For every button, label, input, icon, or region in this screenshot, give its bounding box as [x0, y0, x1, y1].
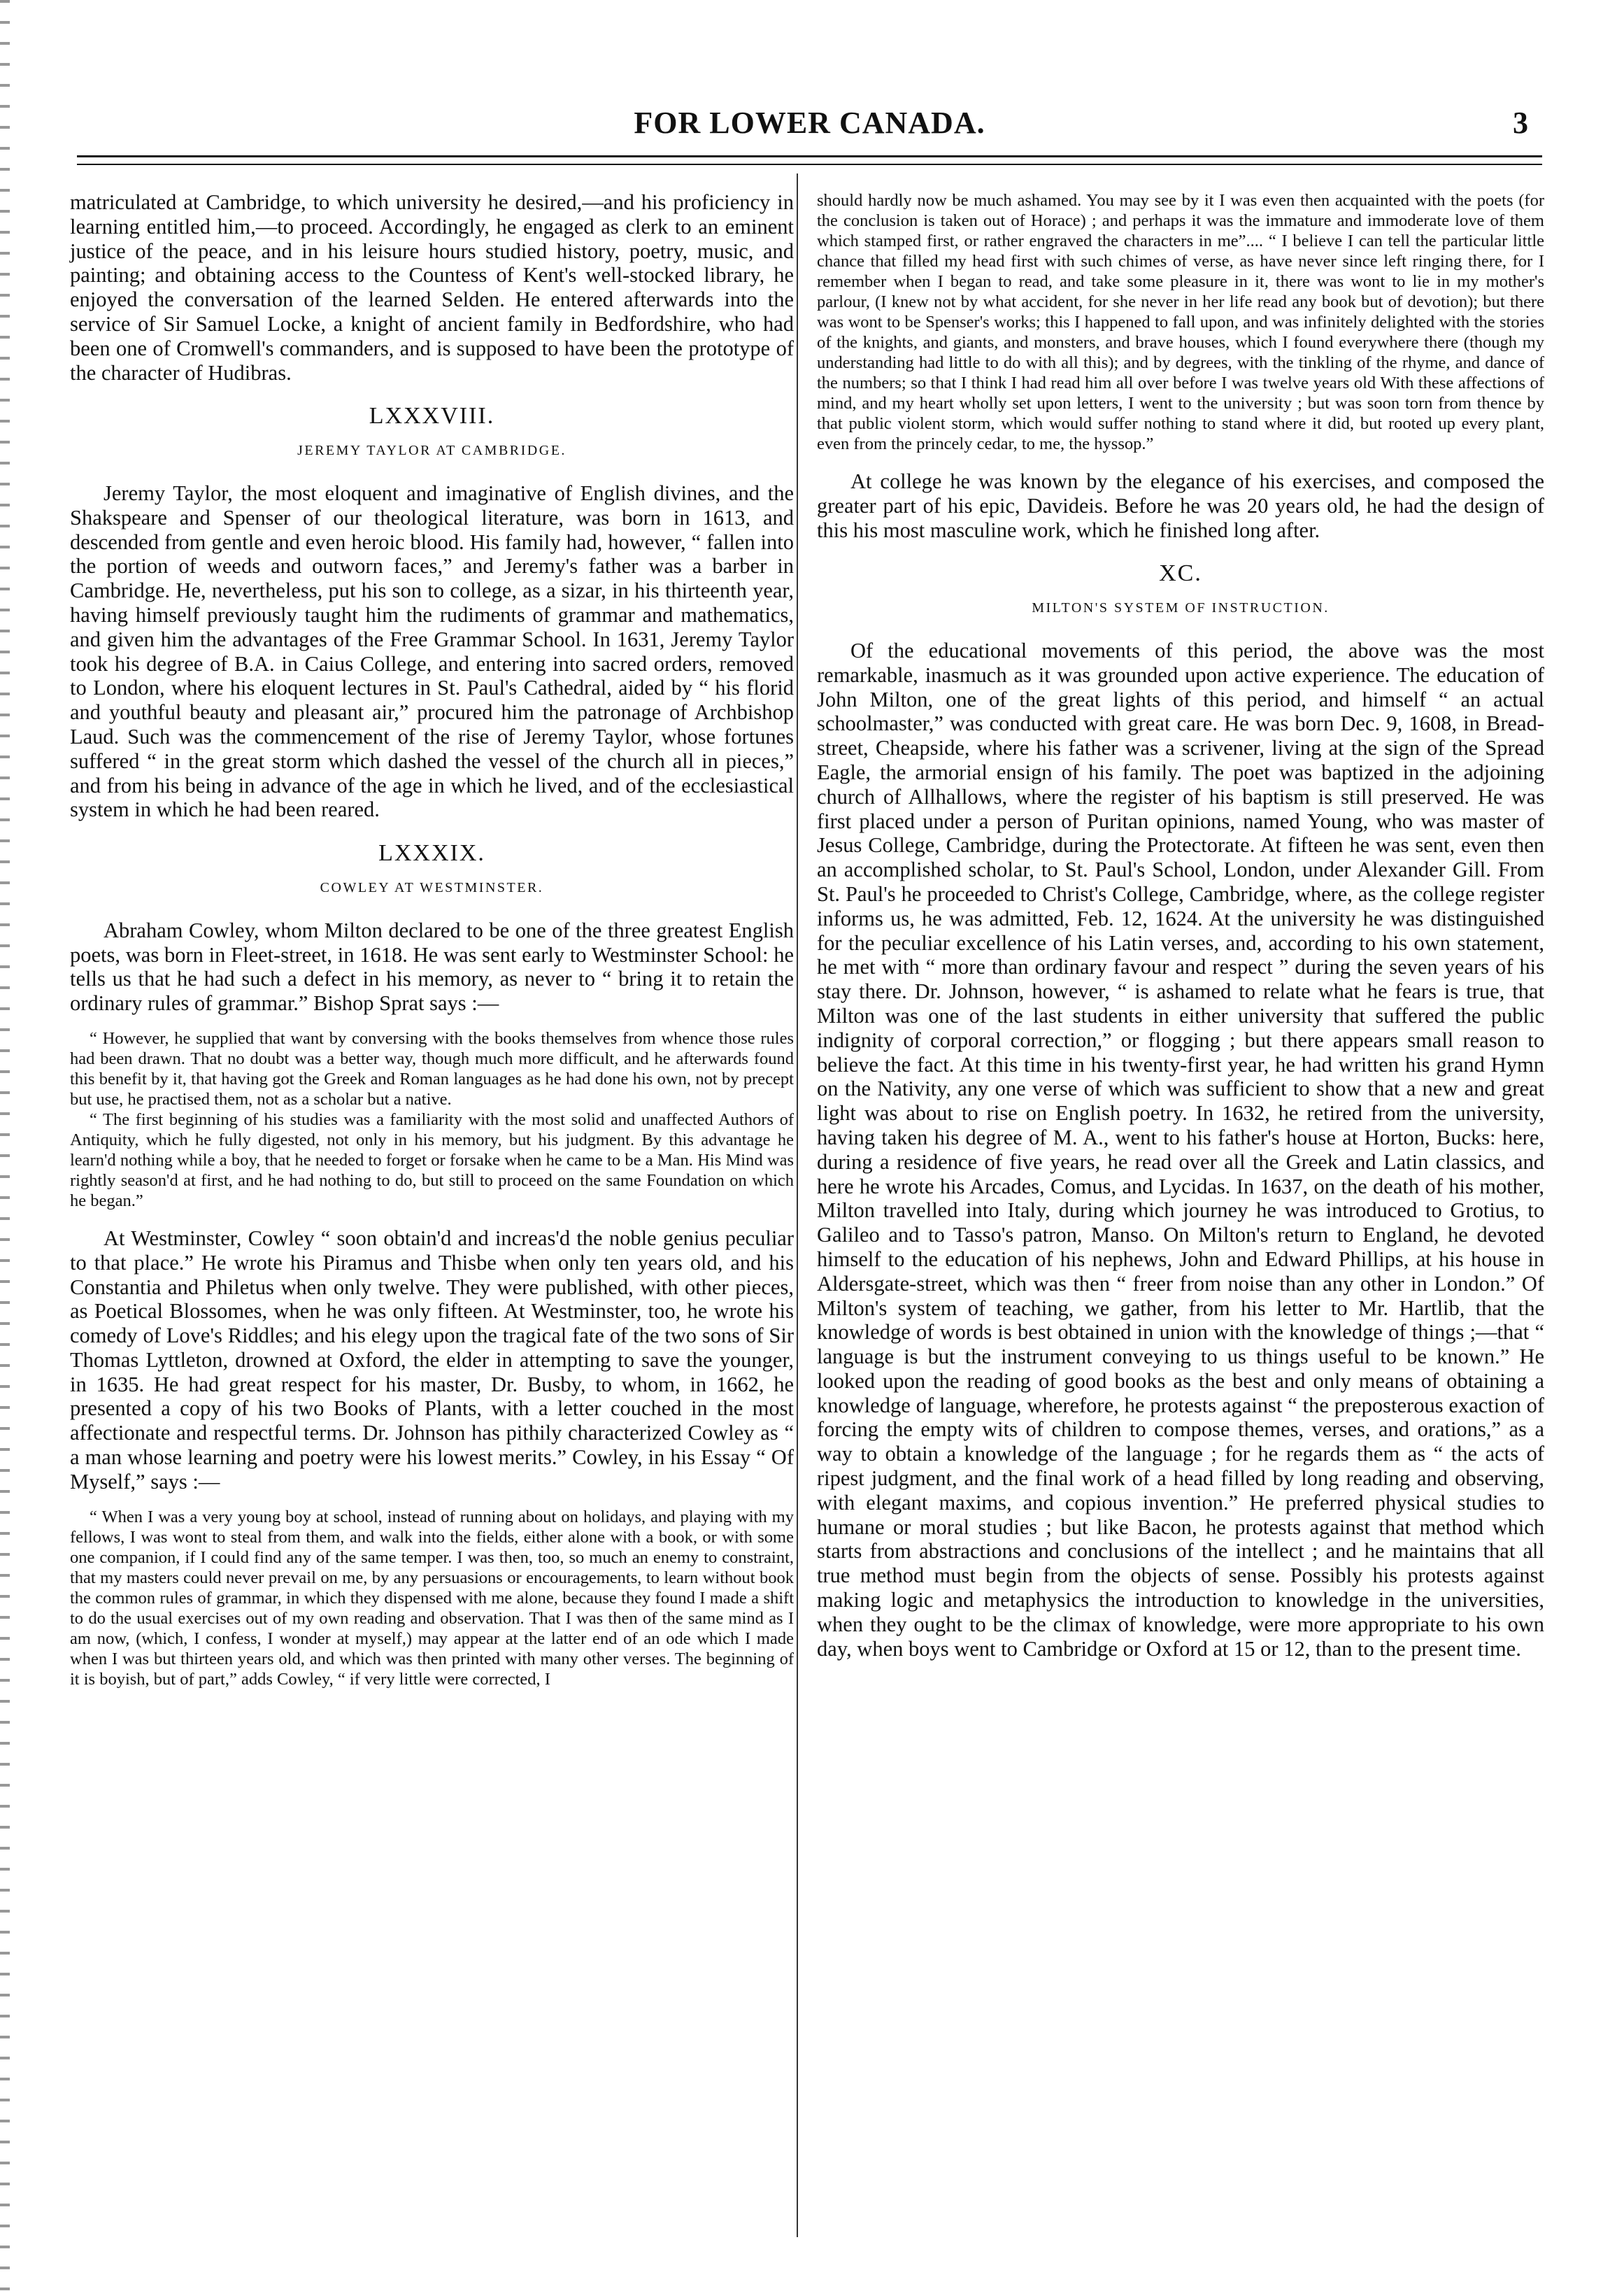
- page-header: [77, 105, 1542, 147]
- section-number: XC.: [1159, 560, 1202, 587]
- binding-edge: [0, 0, 10, 2291]
- quote-paragraph: “ However, he supplied that want by conversing with the books themselves from whence those rules had been drawn. That no doubt was a better way, though much more difficult, and he afterwards found this benefit by it, that having got the Greek and Roman languages as he had done his own, not by precept but use, he practised them, not as a scholar but a native.: [70, 1028, 794, 1109]
- paragraph: At college he was known by the elegance of his exercises, and composed the greater part of his epic, Davideis. Before he was 20 years old, he had the design of this his most masculine work, which he finished long after.: [817, 469, 1544, 542]
- paragraph: Of the educational movements of this period, the above was the most remarkable, inasmuch as it was grounded upon active experience. The education of John Milton, one of the great lights of this period, and himself “ an actual schoolmaster,” was conducted with great care. He was born Dec. 9, 1608, in Bread-street, Cheapside, where his father was a scrivener, living at the sign of the Spread Eagle, the armorial ensign of his family. The poet was baptized in the adjoining church of Allhallows, where the register of his baptism is still preserved. He was first placed under a person of Puritan opinions, named Young, who was master of Jesus College, Cambridge, during the Protectorate. At fifteen he was sent, even then an accomplished scholar, to St. Paul's School, London, under Alexander Gill. From St. Paul's he proceeded to Christ's College, Cambridge, where, as the college register informs us, he was admitted, Feb. 12, 1624. At the university he was distinguished for the peculiar excellence of his Latin verses, and, according to his own statement, he met with “ more than ordinary favour and respect ” during the seven years of his stay there. Dr. Johnson, however, “ is ashamed to relate what he fears is true, that Milton was one of the last students in either university that suffered the public indignity of corporal correction,” or flogging ; but there appears small reason to believe the fact. At this time in his twenty-first year, he had written his grand Hymn on the Nativity, any one verse of which was sufficient to show that a new and great light was about to rise on English poetry. In 1632, he retired from the university, having taken his degree of M. A., went to his father's house at Horton, Bucks: here, during a residence of five years, he read over all the Greek and Latin classics, and here he wrote his Arcades, Comus, and Lycidas. In 1637, on the death of his mother, Milton travelled into Italy, during which journey he was introduced to Grotius, to Galileo and to Tasso's patron, Manso. On Milton's return to England, he devoted himself to the education of his nephews, John and Edward Phillips, at his house in Aldersgate-street, which was then “ freer from noise than any other in London.” Of Milton's system of teaching, we gather, from his letter to Mr. Hartlib, that the knowledge of words is best obtained in union with the knowledge of things ;—that “ language is but the instrument conveying to us things useful to be known.” He looked upon the reading of good books as the best and only means of obtaining a knowledge of language, wherefore, he protests against “ the preposterous exaction of forcing the empty wits of children to compose themes, verses, and orations,” as a way to obtain a knowledge of the language ; for he regards them as “ the acts of ripest judgment, and the final work of a head filled by long reading and observing, with elegant maxims, and copious invention.” He preferred physical studies to humane or moral studies ; but like Bacon, he protests against that method which starts from abstractions and conclusions of the intellect ; and he maintains that all true method must begin from the objects of sense. Possibly his protests against making logic and metaphysics the introduction to knowledge in the universities, when they ought to be the climax of knowledge, were more appropriate to his own day, when boys went to Cambridge or Oxford at 15 or 12, than to the present time.: [817, 638, 1544, 1661]
- block-quote: [817, 190, 1544, 454]
- header-rule: [77, 155, 1542, 165]
- section-number: LXXXIX.: [378, 840, 485, 867]
- block-quote: [70, 1028, 794, 1211]
- quote-paragraph: should hardly now be much ashamed. You may see by it I was even then acquainted with the poets (for the conclusion is taken out of Horace) ; and perhaps it was the immature and immoderate love of them which stamped first, or rather engraved the characters in me”.... “ I believe I can tell the particular little chance that filled my head first with such chimes of verse, as have never since left ringing there, for I remember when I began to read, and take some pleasure in it, there was wont to lie in my mother's parlour, (I knew not by what accident, for she never in her life read any book but of devotion); but there was wont to be Spenser's works; this I happened to fall upon, and was infinitely delighted with the stories of the knights, and giants, and monsters, and brave houses, which I found everywhere there (though my understanding had little to do with all this); and by degrees, with the tinkling of the rhyme, and dance of the numbers; so that I think I had read him all over before I was twelve years old With these affections of mind, and my heart wholly set upon letters, I went to the university ; but was soon torn from thence by that public violent storm, which would suffer nothing to stand where it did, but rooted up every plant, even from the princely cedar, to me, the hyssop.”: [817, 191, 1544, 453]
- column-divider: [797, 173, 798, 2237]
- quote-paragraph: “ The first beginning of his studies was a familiarity with the most solid and unaffected Authors of Antiquity, which he fully digested, not only in his memory, but his judgment. By this advantage he learn'd nothing while a boy, that he needed to forget or forsake when he came to be a Man. His Mind was rightly season'd at first, and he had nothing to do, but still to proceed on the same Foundation on which he began.”: [70, 1109, 794, 1210]
- paragraph: Abraham Cowley, whom Milton declared to be one of the three greatest English poets, was born in Fleet-street, in 1618. He was sent early to Westminster School: he tells us that he had such a defect in his memory, as never to “ bring it to retain the ordinary rules of grammar.” Bishop Sprat says :—: [70, 918, 794, 1016]
- paragraph: At Westminster, Cowley “ soon obtain'd and increas'd the noble genius peculiar to that place.” He wrote his Piramus and Thisbe when only ten years old, and his Constantia and Philetus when only twelve. They were published, with other pieces, as Poetical Blossomes, when he was only fifteen. At Westminster, too, he wrote his comedy of Love's Riddles; and his elegy upon the tragical fate of the two sons of Sir Thomas Lyttleton, drowned at Oxford, the elder in attempting to save the younger, in 1635. He had great respect for his master, Dr. Busby, to whom, in 1662, he presented a copy of his two Books of Plants, with a letter couched in the most affectionate and respectful terms. Dr. Johnson has pithily characterized Cowley as “ a man whose learning and poetry were his lowest merits.” Cowley, in his Essay “ Of Myself,” says :—: [70, 1226, 794, 1494]
- section-title: JEREMY TAYLOR AT CAMBRIDGE.: [297, 443, 567, 459]
- running-title: FOR LOWER CANADA.: [634, 106, 985, 140]
- paragraph: matriculated at Cambridge, to which university he desired,—and his proficiency in learning entitled him,—to proceed. Accordingly, he engaged as clerk to an eminent justice of the peace, and in his leisure hours studied history, poetry, music, and painting; and obtaining access to the Countess of Kent's well-stocked library, he enjoyed the conversation of the learned Selden. He entered afterwards into the service of Sir Samuel Locke, a knight of ancient family in Bedfordshire, who had been one of Cromwell's commanders, and is supposed to have been the prototype of the character of Hudibras.: [70, 190, 794, 385]
- page-number: 3: [1513, 106, 1528, 140]
- section-title: COWLEY AT WESTMINSTER.: [320, 879, 544, 895]
- section-number: LXXXVIII.: [369, 403, 495, 430]
- section-title: MILTON'S SYSTEM OF INSTRUCTION.: [1032, 600, 1330, 616]
- left-column: [70, 190, 794, 1705]
- paragraph: Jeremy Taylor, the most eloquent and imaginative of English divines, and the Shakspeare and Spenser of our theological literature, was born in 1613, and descended from gentle and even heroic blood. His family had, however, “ fallen into the portion of weeds and outworn faces,” and Jeremy's father was a barber in Cambridge. He, nevertheless, put his son to college, as a sizar, in his thirteenth year, having himself previously taught him the rudiments of grammar and mathematics, and given him the advantages of the Free Grammar School. In 1631, Jeremy Taylor took his degree of B.A. in Caius College, and entering into sacred orders, removed to London, where his eloquent lectures in St. Paul's Cathedral, aided by “ his florid and youthful beauty and pleasant air,” procured him the patronage of Archbishop Laud. Such was the commencement of the rise of Jeremy Taylor, whose fortunes suffered “ in the great storm which dashed the vessel of the church all in pieces,” and from his being in advance of the age in which he lived, and of the ecclesiastical system in which he had been reared.: [70, 481, 794, 822]
- quote-paragraph: “ When I was a very young boy at school, instead of running about on holidays, and playing with my fellows, I was wont to steal from them, and walk into the fields, either alone with a book, or with some one companion, if I could find any of the same temper. I was then, too, so much an enemy to constraint, that my masters could never prevail on me, by any persuasions or encouragements, to learn without book the common rules of grammar, in which they dispensed with me alone, because they found I made a shift to do the usual exercises out of my own reading and observation. That I was then of the same mind as I am now, (which, I confess, I wonder at myself,) may appear at the latter end of an ode which I made when I was but thirteen years old, and which was then printed with many other verses. The beginning of it is boyish, but of part,” adds Cowley, “ if very little were corrected, I: [70, 1507, 794, 1689]
- right-column: [817, 190, 1544, 1661]
- block-quote: [70, 1507, 794, 1689]
